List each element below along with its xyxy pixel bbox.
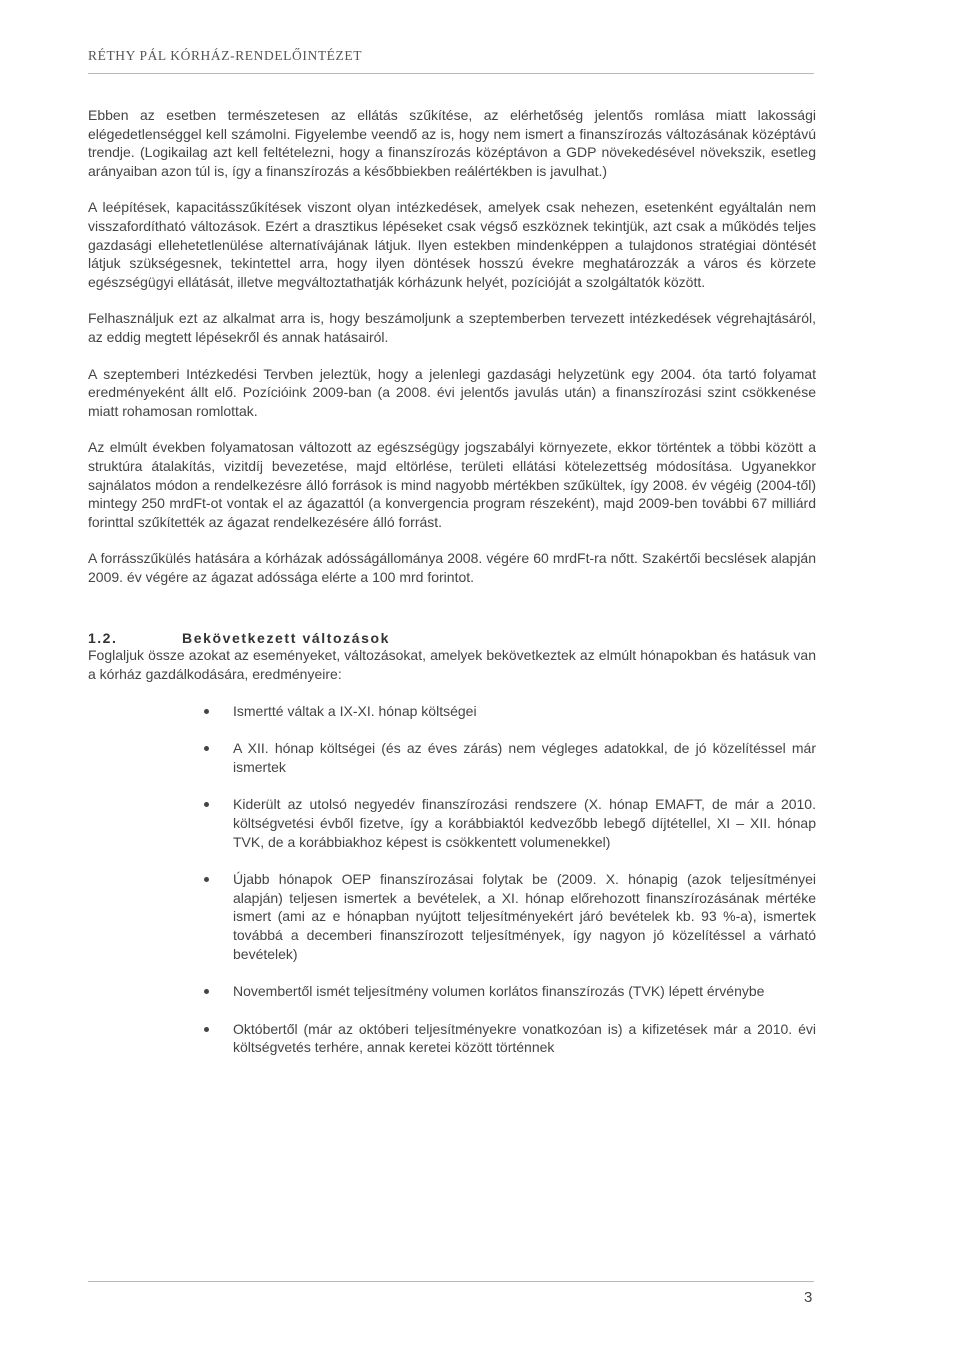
section-title: Bekövetkezett változások [182, 630, 391, 647]
bullet-icon [204, 709, 209, 714]
section-intro: Foglaljuk össze azokat az eseményeket, változásokat, amelyek bekövetkeztek az elmúlt hónapokban és hatásuk van a kórház gazdálkodására, eredményeire: [88, 647, 816, 683]
bullet-icon [204, 877, 209, 882]
running-header: RÉTHY PÁL KÓRHÁZ-RENDELŐINTÉZET [88, 48, 363, 63]
list-item-text: Újabb hónapok OEP finanszírozásai folytak be (2009. X. hónapig (azok teljesítményei alapján) teljesen ismertek a bevételek, a XI. hónap előrehozott finanszírozásának mértéke ismert (ami az e hónapban nyújtott teljesítményekért járó bevételek kb. 93 %-a), ismertek továbbá a decemberi finanszírozott teljesítmények, így nagyon jó közelítéssel a várható bevételek) [233, 871, 816, 962]
list-item [88, 1020, 816, 1057]
footer-rule [88, 1281, 814, 1282]
paragraph-1: Ebben az esetben természetesen az ellátás szűkítése, az elérhetőség jelentős romlása miatt lakossági elégedetlenséggel kell számolni. Figyelembe veendő az is, hogy nem ismert a finanszírozás változásának középtávú trendje. (Logikailag azt kell feltételezni, hogy a finanszírozás középtávon a GDP növekedésével növekszik, esetleg arányaiban azon túl is, így a finanszírozás a későbbiekben reálértékben is javulhat.) [88, 107, 816, 179]
list-item [88, 739, 816, 776]
paragraph-4: A szeptemberi Intézkedési Tervben jeleztük, hogy a jelenlegi gazdasági helyzetünk egy 2004. óta tartó folyamat eredményeként állt elő. Pozícióink 2009-ban (a 2008. évi jelentős javulás után) a finanszírozási szint csökkenése miatt rohamosan romlottak. [88, 365, 816, 419]
list-item-text: Novembertől ismét teljesítmény volumen korlátos finanszírozás (TVK) lépett érvénybe [233, 983, 765, 1000]
paragraph-3: Felhasználjuk ezt az alkalmat arra is, hogy beszámoljunk a szeptemberben tervezett intézkedések végrehajtásáról, az eddig megtett lépésekről és annak hatásairól. [88, 310, 816, 345]
bullet-icon [204, 1027, 209, 1032]
bullet-icon [204, 802, 209, 807]
section-heading [88, 630, 816, 646]
list-item [88, 870, 816, 963]
bullet-list [88, 702, 816, 1057]
bullet-icon [204, 989, 209, 994]
list-item-text: A XII. hónap költségei (és az éves zárás) nem végleges adatokkal, de jó közelítéssel már ismertek [233, 740, 816, 775]
header-rule [88, 73, 814, 74]
page-content [88, 106, 816, 1076]
paragraph-2: A leépítések, kapacitásszűkítések viszont olyan intézkedések, amelyek csak nehezen, esetenként egyáltalán nem visszafordítható változások. Ezért a drasztikus lépéseket csak végső eszköznek tekintjük, azt csak a működés teljes gazdasági ellehetetlenülése alternatívájának látjuk. Ilyen estekben mindenképpen a tulajdonos stratégiai döntését látjuk szükségesnek, tekintettel arra, hogy ilyen döntések hosszú évekre meghatározzák a város és körzete egészségügyi ellátását, illetve megváltoztathatják kórházunk helyét, pozícióját a szolgáltatók között. [88, 199, 816, 290]
paragraph-6: A forrásszűkülés hatására a kórházak adósságállománya 2008. végére 60 mrdFt-ra nőtt. Szakértői becslések alapján 2009. év végére az ágazat adóssága elérte a 100 mrd forintot. [88, 550, 816, 585]
bullet-icon [204, 746, 209, 751]
paragraph-5: Az elmúlt években folyamatosan változott az egészségügy jogszabályi környezete, ekkor történtek a többi között a struktúra átalakítás, vizitdíj bevezetése, majd eltörlése, területi ellátási kötelezettség módosítása. Ugyanekkor sajnálatos módon a rendelkezésre álló források is mind nagyobb mértékben szűkültek, így 2008. év végéig (2004-től) mintegy 250 mrdFt-ot vontak el az ágazattól (a konvergencia program részeként), majd 2009-ben további 67 milliárd forinttal szűkítették az ágazat rendelkezésére álló forrást. [88, 439, 816, 530]
list-item [88, 702, 816, 721]
list-item-text: Ismertté váltak a IX-XI. hónap költségei [233, 702, 477, 719]
list-item [88, 795, 816, 851]
list-item-text: Kiderült az utolsó negyedév finanszírozási rendszere (X. hónap EMAFT, de már a 2010. költségvetési évből fizetve, így a korábbiaktól kedvezőbb lebegő díjtétellel, XI – XII. hónap TVK, de a korábbiakhoz képest is csökkentett volumenekkel) [233, 796, 816, 850]
list-item-text: Októbertől (már az októberi teljesítményekre vonatkozóan is) a kifizetések már a 2010. évi költségvetés terhére, annak keretei között történnek [233, 1020, 816, 1056]
list-item [88, 982, 816, 1001]
section-number: 1.2. [88, 630, 118, 647]
page-number: 3 [804, 1289, 813, 1306]
